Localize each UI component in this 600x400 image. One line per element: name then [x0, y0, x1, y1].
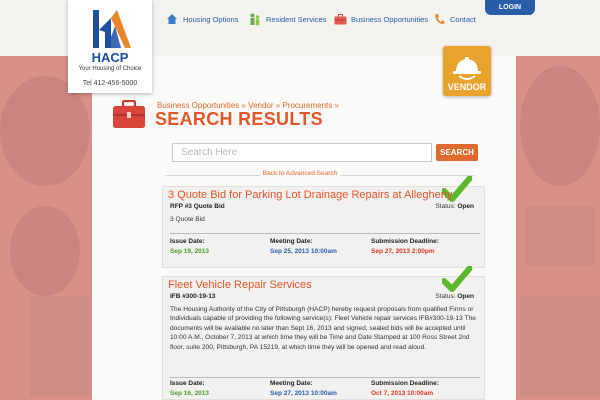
- status-value: Open: [457, 203, 474, 210]
- brand-tagline: Your Housing of Choice: [78, 66, 142, 72]
- breadcrumb-item[interactable]: Vendor: [248, 101, 274, 110]
- issue-date-label: Issue Date:: [170, 238, 205, 245]
- nav-housing-options[interactable]: [165, 11, 238, 27]
- status-label: Status:: [435, 203, 456, 210]
- result-card: [162, 186, 485, 268]
- briefcase-icon: [112, 100, 146, 129]
- card-divider: [170, 377, 480, 378]
- submission-deadline-label: Submission Deadline:: [371, 380, 439, 387]
- nav-business-opportunities[interactable]: [333, 11, 428, 27]
- hardhat-icon: [443, 50, 491, 84]
- issue-date-value: Sep 16, 2013: [170, 390, 210, 397]
- meeting-date-label: Meeting Date:: [270, 238, 313, 245]
- breadcrumb-item[interactable]: Procurements: [282, 101, 333, 110]
- issue-date-label: Issue Date:: [170, 380, 205, 387]
- search-input[interactable]: [172, 143, 432, 162]
- house-icon: [165, 12, 179, 26]
- breadcrumb: Business Opportunities » Vendor » Procurements »: [157, 101, 339, 110]
- nav-label: Housing Options: [183, 14, 239, 24]
- vendor-label: VENDOR: [447, 82, 487, 92]
- issue-date: [170, 380, 209, 397]
- issue-date: [170, 238, 209, 255]
- meeting-date-value: Sep 25, 2013 10:00am: [270, 248, 337, 255]
- page-title: SEARCH RESULTS: [155, 109, 323, 129]
- nav-resident-services[interactable]: [248, 11, 326, 27]
- result-ref: RFP #3 Quote Bid: [170, 203, 225, 210]
- result-description: The Housing Authority of the City of Pittsburgh (HACP) hereby request proposals from qualified Firms or Individuals capable of providing the following service(s): Fleet Vehicle repair services IFB#300-19-13 The documents will be available no later than Sept 16, 2013 and signed, sealed bids will be accepted until 10:00 A.M., October 7, 2013 at which time they will be Time and Date Stamped at 100 Ross Street 2nd floor, suite 200, Pittsburgh, PA 15219, at which time they will be opened and read aloud.: [170, 306, 476, 351]
- nav-label: Business Opportunities: [351, 14, 429, 24]
- result-status: [435, 293, 474, 300]
- result-title[interactable]: 3 Quote Bid for Parking Lot Drainage Repairs at Allegheny: [168, 189, 453, 201]
- submission-deadline-label: Submission Deadline:: [371, 238, 439, 245]
- nav-label: Resident Services: [266, 14, 327, 24]
- card-divider: [170, 233, 480, 234]
- submission-deadline-value: Sep 27, 2013 2:00pm: [371, 248, 435, 255]
- status-label: Status:: [435, 293, 456, 300]
- submission-deadline-value: Oct 7, 2013 10:00am: [371, 390, 434, 397]
- nav-contact[interactable]: [432, 11, 476, 27]
- family-icon: [248, 12, 262, 26]
- issue-date-value: Sep 19, 2013: [170, 248, 210, 255]
- status-value: Open: [457, 293, 474, 300]
- meeting-date: [270, 238, 337, 255]
- advanced-search-link[interactable]: [0, 170, 600, 177]
- result-title[interactable]: Fleet Vehicle Repair Services: [168, 279, 312, 291]
- phone-icon: [432, 12, 446, 26]
- login-button[interactable]: LOGIN: [485, 0, 535, 15]
- result-description: 3 Quote Bid: [170, 216, 205, 223]
- hacp-logo-mark-icon: [87, 8, 133, 50]
- result-ref: IFB #300-19-13: [170, 293, 216, 300]
- breadcrumb-item[interactable]: Business Opportunities: [157, 101, 240, 110]
- submission-deadline: [371, 380, 439, 397]
- briefcase-icon: [333, 12, 347, 26]
- meeting-date-label: Meeting Date:: [270, 380, 313, 387]
- result-card: [162, 276, 485, 400]
- submission-deadline: [371, 238, 439, 255]
- advanced-search-label: Back to Advanced Search: [260, 170, 340, 177]
- meeting-date-value: Sep 27, 2013 10:00am: [270, 390, 337, 397]
- meeting-date: [270, 380, 337, 397]
- search-button[interactable]: SEARCH: [436, 144, 478, 161]
- result-status: [435, 203, 474, 210]
- brand-name: HACP: [91, 50, 129, 65]
- brand-phone: Tel 412-456-5000: [82, 80, 138, 87]
- hacp-logo[interactable]: [68, 0, 152, 93]
- checkmark-icon: [442, 266, 472, 294]
- nav-label: Contact: [450, 14, 476, 24]
- vendor-badge[interactable]: [443, 46, 491, 96]
